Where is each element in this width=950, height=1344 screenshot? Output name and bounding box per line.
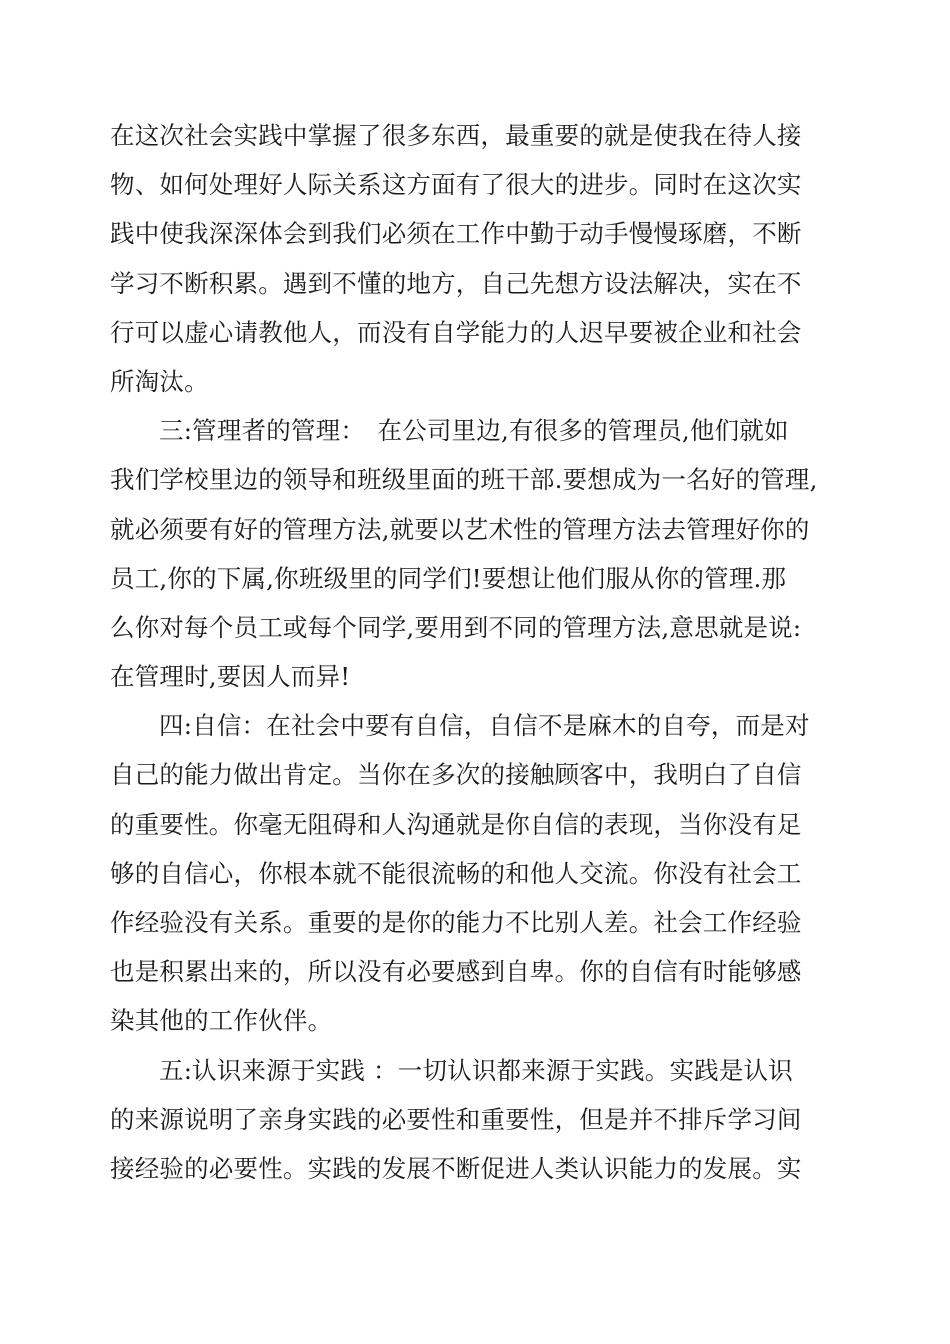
text-line: 够的自信心，你根本就不能很流畅的和他人交流。你没有社会工 [110,858,802,888]
text-line: 的来源说明了亲身实践的必要性和重要性，但是并不排斥学习间 [110,1104,802,1134]
text-line: 接经验的必要性。实践的发展不断促进人类认识能力的发展。实 [110,1153,802,1183]
text-line: 学习不断积累。遇到不懂的地方，自己先想方设法解决，实在不 [110,268,802,298]
text-line: 也是积累出来的，所以没有必要感到自卑。你的自信有时能够感 [110,957,802,987]
section-heading-line: 四:自信：在社会中要有自信，自信不是麻木的自夸，而是对 [159,711,810,741]
text-line: 我们学校里边的领导和班级里面的班干部.要想成为一名好的管理, [110,465,818,495]
text-line: 么你对每个员工或每个同学,要用到不同的管理方法,意思就是说: [110,612,802,642]
text-line: 的重要性。你毫无阻碍和人沟通就是你自信的表现，当你没有足 [110,809,802,839]
section-heading-line: 五:认识来源于实践 ：一切认识都来源于实践。实践是认识 [159,1055,793,1085]
text-line: 物、如何处理好人际关系这方面有了很大的进步。同时在这次实 [110,170,802,200]
body-text [110,111,840,1193]
text-line: 作经验没有关系。重要的是你的能力不比别人差。社会工作经验 [110,908,802,937]
text-line: 践中使我深深体会到我们必须在工作中勤于动手慢慢琢磨，不断 [110,219,802,249]
section-heading-line: 三:管理者的管理： 在公司里边,有很多的管理员,他们就如 [159,416,789,446]
text-line: 自己的能力做出肯定。当你在多次的接触顾客中，我明白了自信 [110,760,802,790]
text-line: 在管理时,要因人而异! [110,662,351,692]
text-line: 就必须要有好的管理方法,就要以艺术性的管理方法去管理好你的 [110,514,810,544]
text-line: 所淘汰。 [110,366,209,396]
text-line: 染其他的工作伙伴。 [110,1006,333,1036]
text-line: 行可以虚心请教他人，而没有自学能力的人迟早要被企业和社会 [110,317,802,347]
text-line: 员工,你的下属,你班级里的同学们!要想让他们服从你的管理.那 [110,563,787,593]
text-line: 在这次社会实践中掌握了很多东西，最重要的就是使我在待人接 [110,121,802,150]
